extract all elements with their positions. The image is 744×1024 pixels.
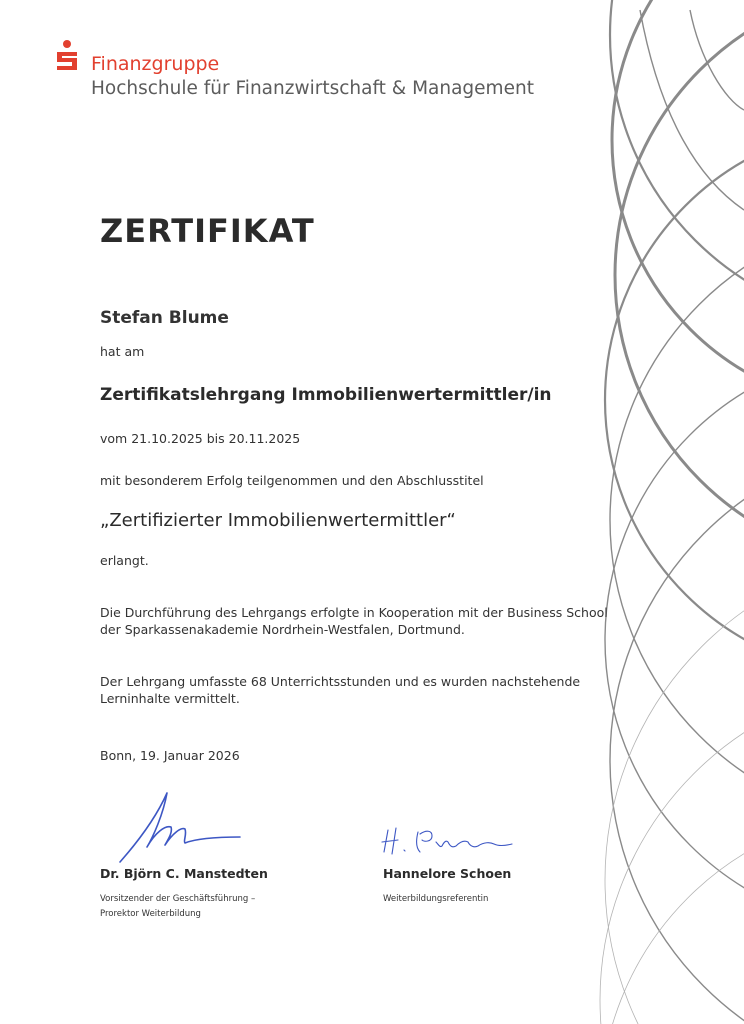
signatory-2-role [383, 892, 488, 907]
signature-schoen [380, 818, 530, 863]
intro-text: hat am [100, 344, 145, 359]
signatory-1-name: Dr. Björn C. Manstedten [100, 866, 268, 881]
place-date: Bonn, 19. Januar 2026 [100, 748, 240, 763]
hours-paragraph [100, 673, 580, 707]
completion-text: mit besonderem Erfolg teilgenommen und den Abschlusstitel [100, 473, 484, 488]
sparkasse-s-icon [54, 40, 80, 76]
signatory-2-role-line-1: Weiterbildungsreferentin [383, 894, 489, 904]
certificate-title: ZERTIFIKAT [100, 212, 315, 250]
cooperation-line-1: Die Durchführung des Lehrgangs erfolgte in Kooperation mit der Business School [100, 605, 608, 620]
hours-line-2: Lerninhalte vermittelt. [100, 691, 240, 706]
brand-name: Finanzgruppe [91, 53, 220, 75]
course-title: Zertifikatslehrgang Immobilienwertermittler/in [100, 385, 552, 405]
cooperation-paragraph [100, 604, 608, 638]
signatory-1-role [100, 892, 255, 922]
recipient-name: Stefan Blume [100, 308, 229, 328]
signatory-1-role-line-1: Vorsitzender der Geschäftsführung – [100, 894, 256, 904]
cooperation-line-2: der Sparkassenakademie Nordrhein-Westfalen, Dortmund. [100, 622, 465, 637]
signature-manstedten [115, 785, 255, 865]
course-period: vom 21.10.2025 bis 20.11.2025 [100, 431, 301, 446]
hours-line-1: Der Lehrgang umfasste 68 Unterrichtsstunden und es wurden nachstehende [100, 674, 581, 689]
signatory-2-name: Hannelore Schoen [383, 866, 512, 881]
signatory-1-role-line-2: Prorektor Weiterbildung [100, 909, 201, 919]
obtained-text: erlangt. [100, 553, 149, 568]
degree-title: „Zertifizierter Immobilienwertermittler“ [100, 510, 456, 531]
institution-name: Hochschule für Finanzwirtschaft & Management [91, 78, 534, 99]
